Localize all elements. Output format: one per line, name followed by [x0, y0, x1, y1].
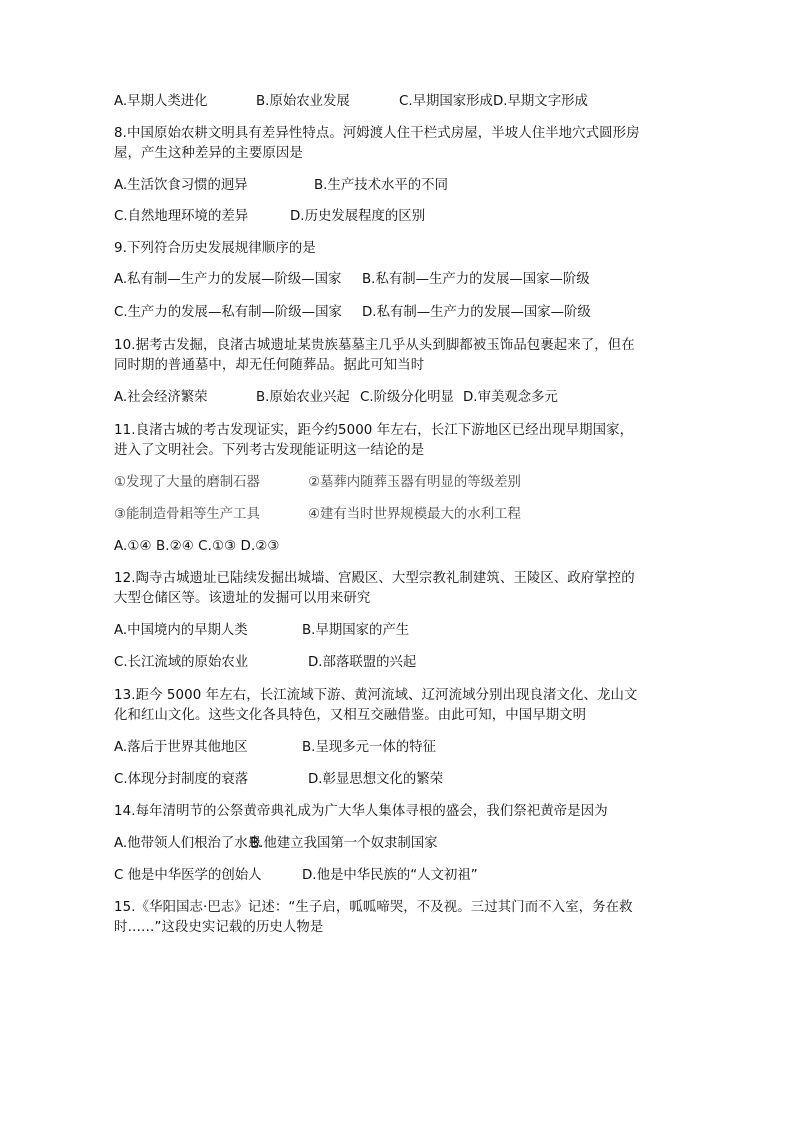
q13-stem-line1: 13.距今 5000 年左右，长江流域下游、黄河流域、辽河流域分别出现良渚文化、龙山文: [114, 688, 638, 703]
q9-option-b: B.私有制—生产力的发展—国家—阶级: [362, 272, 590, 287]
q12-option-d: D.部落联盟的兴起: [308, 655, 417, 670]
q15-stem-line1: 15.《华阳国志·巴志》记述：“生子启，呱呱啼哭，不及视。三过其门而不入室，务在救: [114, 900, 633, 915]
q13-option-d: D.彰显思想文化的繁荣: [308, 772, 444, 787]
q10-options: [114, 388, 558, 408]
q12-option-b: B.早期国家的产生: [302, 623, 410, 638]
q8-option-b: B.生产技术水平的不同: [314, 178, 448, 193]
q9-stem: 9.下列符合历史发展规律顺序的是: [114, 241, 316, 256]
q12-stem-line1: 12.陶寺古城遗址已陆续发掘出城墙、宫殿区、大型宗教礼制建筑、王陵区、政府掌控的: [114, 571, 635, 586]
q11-item-1: ①发现了大量的磨制石器: [114, 475, 260, 490]
q13-options-row1: [114, 738, 436, 758]
q8-option-c: C.自然地理环境的差异: [114, 209, 249, 224]
q8-stem-line1: 8.中国原始农耕文明具有差异性特点。河姆渡人住干栏式房屋，半坡人住半地穴式圆形房: [114, 126, 640, 141]
q10-option-c: C.阶级分化明显: [360, 390, 454, 405]
q12-option-c: C.长江流域的原始农业: [114, 655, 249, 670]
q11-items-row1: [114, 473, 521, 493]
q8-options-row2: [114, 207, 425, 227]
q13-stem-line2: 化和红山文化。这些文化各具特色，又相互交融借鉴。由此可知，中国早期文明: [114, 708, 587, 723]
q10-option-d: D.审美观念多元: [463, 390, 558, 405]
q13-option-a: A.落后于世界其他地区: [114, 740, 248, 755]
q14-options-row2: [114, 866, 478, 886]
q12-options-row1: [114, 621, 409, 641]
q11-item-4: ④建有当时世界规模最大的水利工程: [308, 507, 521, 522]
q13-option-b: B.呈现多元一体的特征: [302, 740, 436, 755]
q8-options-row1: [114, 176, 448, 196]
q14-option-a: A.他带领人们根治了水患: [114, 836, 262, 851]
q12-option-a: A.中国境内的早期人类: [114, 623, 248, 638]
q11-item-3: ③能制造骨耜等生产工具: [114, 507, 260, 522]
q10-stem-line2: 同时期的普通墓中，却无任何随葬品。据此可知当时: [114, 358, 425, 373]
q10-option-b: B.原始农业兴起: [256, 390, 350, 405]
q9-option-a: A.私有制—生产力的发展—阶级—国家: [114, 272, 342, 287]
q8-option-a: A.生活饮食习惯的迥异: [114, 178, 248, 193]
q7-option-c: C.早期国家形成: [399, 94, 493, 109]
q10-stem-line1: 10.据考古发掘，良渚古城遗址某贵族墓墓主几乎从头到脚都被玉饰品包裹起来了，但在: [114, 338, 635, 353]
q10-option-a: A.社会经济繁荣: [114, 390, 208, 405]
q12-options-row2: [114, 653, 416, 673]
q9-option-c: C.生产力的发展—私有制—阶级—国家: [114, 305, 342, 320]
q7-option-b: B.原始农业发展: [256, 94, 350, 109]
q7-option-d: D.早期文字形成: [492, 94, 588, 109]
q7-option-a: A.早期人类进化: [114, 94, 208, 109]
q11-options: A.①④ B.②④ C.①③ D.②③: [114, 539, 280, 554]
q12-stem-line2: 大型仓储区等。该遗址的发掘可以用来研究: [114, 591, 371, 606]
q14-options-row1: [114, 834, 438, 854]
q15-stem-line2: 时……”这段史实记载的历史人物是: [114, 920, 324, 935]
q7-options: [114, 92, 588, 112]
q13-option-c: C.体现分封制度的衰落: [114, 772, 249, 787]
q14-option-b: B.他建立我国第一个奴隶制国家: [250, 836, 438, 851]
q11-stem-line1: 11.良渚古城的考古发现证实，距今约5000 年左右，长江下游地区已经出现早期国家，: [114, 423, 634, 438]
q13-options-row2: [114, 770, 443, 790]
q9-options-row2: [114, 303, 591, 323]
q11-stem-line2: 进入了文明社会。下列考古发现能证明这一结论的是: [114, 443, 425, 458]
q8-stem-line2: 屋，产生这种差异的主要原因是: [114, 146, 303, 161]
q9-option-d: D.私有制—生产力的发展—国家—阶级: [362, 305, 591, 320]
q8-option-d: D.历史发展程度的区别: [290, 209, 426, 224]
q11-item-2: ②墓葬内随葬玉器有明显的等级差别: [308, 475, 521, 490]
q14-option-c: C 他是中华医学的创始人: [114, 868, 262, 883]
q14-option-d: D.他是中华民族的“人文初祖”: [302, 868, 478, 883]
q14-stem: 14.每年清明节的公祭黄帝典礼成为广大华人集体寻根的盛会，我们祭祀黄帝是因为: [114, 804, 608, 819]
q11-items-row2: [114, 505, 521, 525]
q9-options-row1: [114, 270, 590, 290]
